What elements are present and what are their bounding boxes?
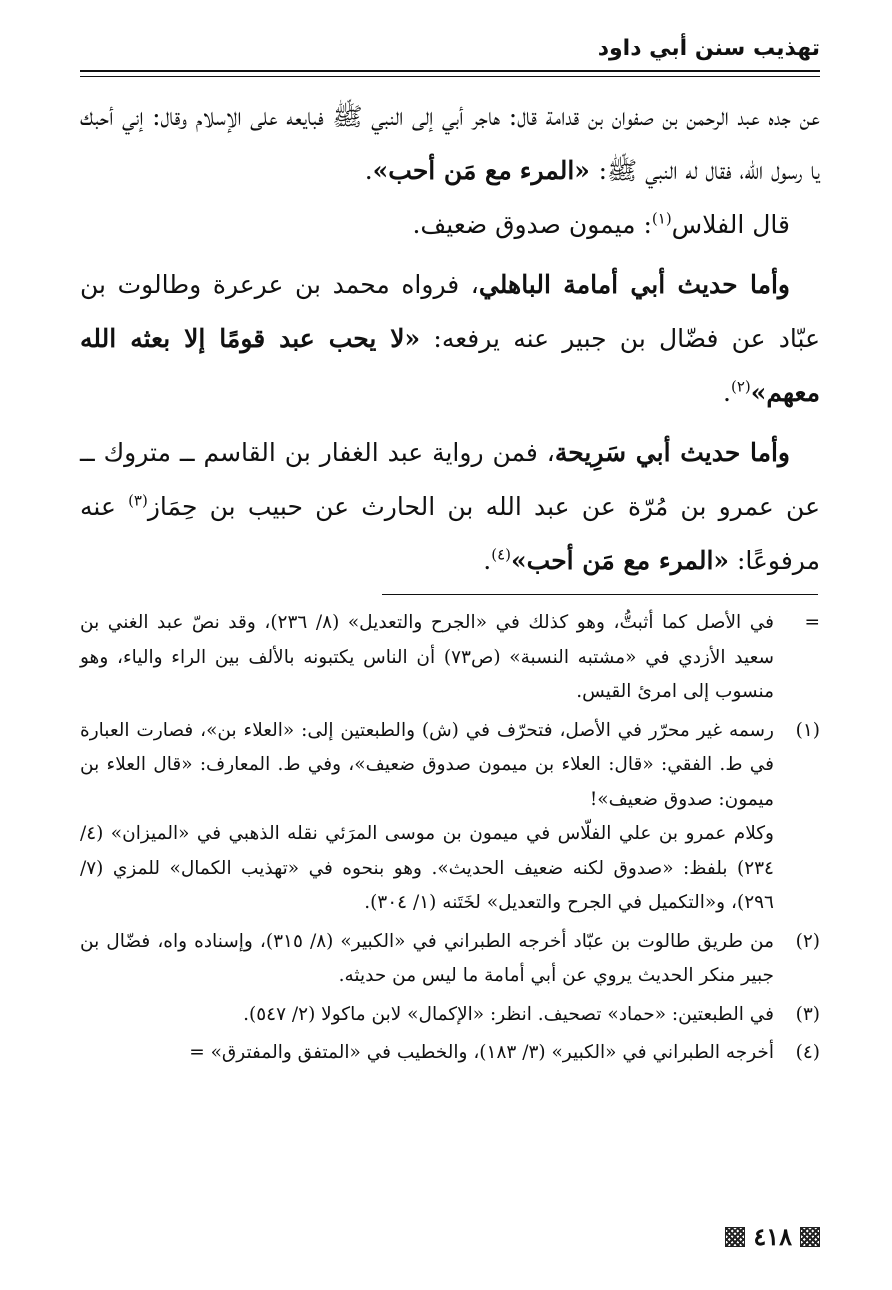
footnote-ref-4: (٤) — [491, 545, 512, 564]
paragraph-4-end: . — [483, 546, 492, 575]
paragraph-4-heading: وأما حديث أبي سَرِيحة — [554, 438, 790, 467]
footnote-3-text: في الطبعتين: «حماد» تصحيف. انظر: «الإكمال» لابن ماكولا (٢/ ٥٤٧). — [243, 1003, 774, 1025]
header-rule — [80, 70, 820, 77]
hadith-quote-2: «لا يحب عبد قومًا إلا بعثه الله معهم» — [80, 324, 820, 407]
main-text — [80, 90, 820, 588]
paragraph-2-text-b: : ميمون صدوق ضعيف. — [412, 210, 652, 239]
footnote-3-number: (٣) — [795, 1003, 820, 1025]
paragraph-4-text-a: ، فمن رواية عبد الغفار بن القاسم ــ متروك ــ عن عمرو بن مُرّة عن عبد الله بن الحارث عن حبيب بن حِمَاز — [80, 438, 820, 521]
paragraph-1 — [80, 90, 820, 198]
paragraph-3 — [80, 258, 820, 420]
paragraph-3-text: ، فرواه محمد بن عرعرة وطالوت بن عبّاد عن فضّال بن جبير عنه يرفعه: — [80, 270, 820, 353]
footnote-2-number: (٢) — [795, 930, 820, 952]
ornament-icon — [725, 1227, 745, 1247]
hadith-quote-1a: «المرء — [519, 156, 599, 185]
footnote-separator — [382, 594, 818, 595]
paragraph-4-text-b: عنه مرفوعًا: — [80, 492, 820, 575]
footnote-2-text: من طريق طالوت بن عبّاد أخرجه الطبراني في «الكبير» (٨/ ٣١٥)، وإسناده واه، فضّال بن جبير منكر الحديث يروي عن أبي أمامة ما ليس من حديثه. — [80, 930, 774, 986]
footnote-ref-3: (٣) — [128, 491, 148, 510]
paragraph-1-end: . — [364, 156, 373, 185]
running-title: تهذيب سنن أبي داود — [597, 36, 820, 61]
paragraph-2-text-a: قال الفلاس — [671, 210, 790, 239]
hadith-quote-3: «المرء مع مَن أحب» — [511, 546, 730, 575]
footnote-ref-1: (١) — [651, 209, 672, 228]
paragraph-3-heading: وأما حديث أبي أمامة الباهلي — [478, 270, 791, 299]
footnotes — [80, 606, 820, 1071]
footnote-1 — [80, 714, 820, 921]
page-number: ٤١٨ — [753, 1222, 792, 1251]
page-number-block — [725, 1222, 820, 1251]
footnote-1-number: (١) — [795, 719, 820, 741]
footnote-4-number: (٤) — [795, 1042, 820, 1063]
footnote-2 — [80, 925, 820, 994]
footnote-4-text: أخرجه الطبراني في «الكبير» (٣/ ١٨٣)، والخطيب في «المتفق والمفترق» = — [189, 1042, 774, 1063]
paragraph-1-line-1: عن جده عبد الرحمن بن صفوان بن قدامة قال: هاجر أبي إلى النبي ﷺ — [332, 102, 820, 131]
footnote-4 — [80, 1036, 820, 1071]
paragraph-4 — [80, 426, 820, 588]
paragraph-2 — [80, 198, 820, 252]
footnote-3 — [80, 998, 820, 1033]
footnote-1-paragraph-2: وكلام عمرو بن علي الفلّاس في ميمون بن موسى المرَئي نقله الذهبي في «الميزان» (٤/ ٢٣٤) بلفظ: «صدوق لكنه ضعيف الحديث». وهو بنحوه في «تهذيب الكمال» للمزي (٧/ ٢٩٦)، و«التكميل في الجرح والتعديل» لخَتَنه (١/ ٣٠٤). — [80, 823, 774, 913]
paragraph-1-line-2: فبايعه على الإسلام وقال: إني أحبك يا رسول الله، فقال له النبي ﷺ: — [80, 102, 820, 185]
footnote-1-paragraph-1: رسمه غير محرّر في الأصل، فتحرّف في (ش) والطبعتين إلى: «العلاء بن»، فصارت العبارة في ط. الفقي: «قال: العلاء بن ميمون صدوق ضعيف»، وفي ط. المعارف: «قال العلاء بن ميمون: صدوق ضعيف»! — [80, 719, 774, 810]
footnote-continuation — [80, 606, 820, 710]
footnote-continuation-text: في الأصل كما أثبتُّ، وهو كذلك في «الجرح والتعديل» (٨/ ٢٣٦)، وقد نصّ عبد الغني بن سعيد الأزدي في «مشتبه النسبة» (ص٧٣) أن الناس يكتبونه بالألف بين الراء والياء، وهو منسوب إلى امرئ القيس. — [80, 612, 774, 702]
paragraph-3-end: . — [723, 378, 731, 407]
hadith-quote-1b: مع مَن أحب» — [372, 156, 512, 185]
continuation-mark: = — [804, 612, 820, 633]
footnote-ref-2: (٢) — [730, 377, 751, 396]
ornament-icon — [800, 1227, 820, 1247]
